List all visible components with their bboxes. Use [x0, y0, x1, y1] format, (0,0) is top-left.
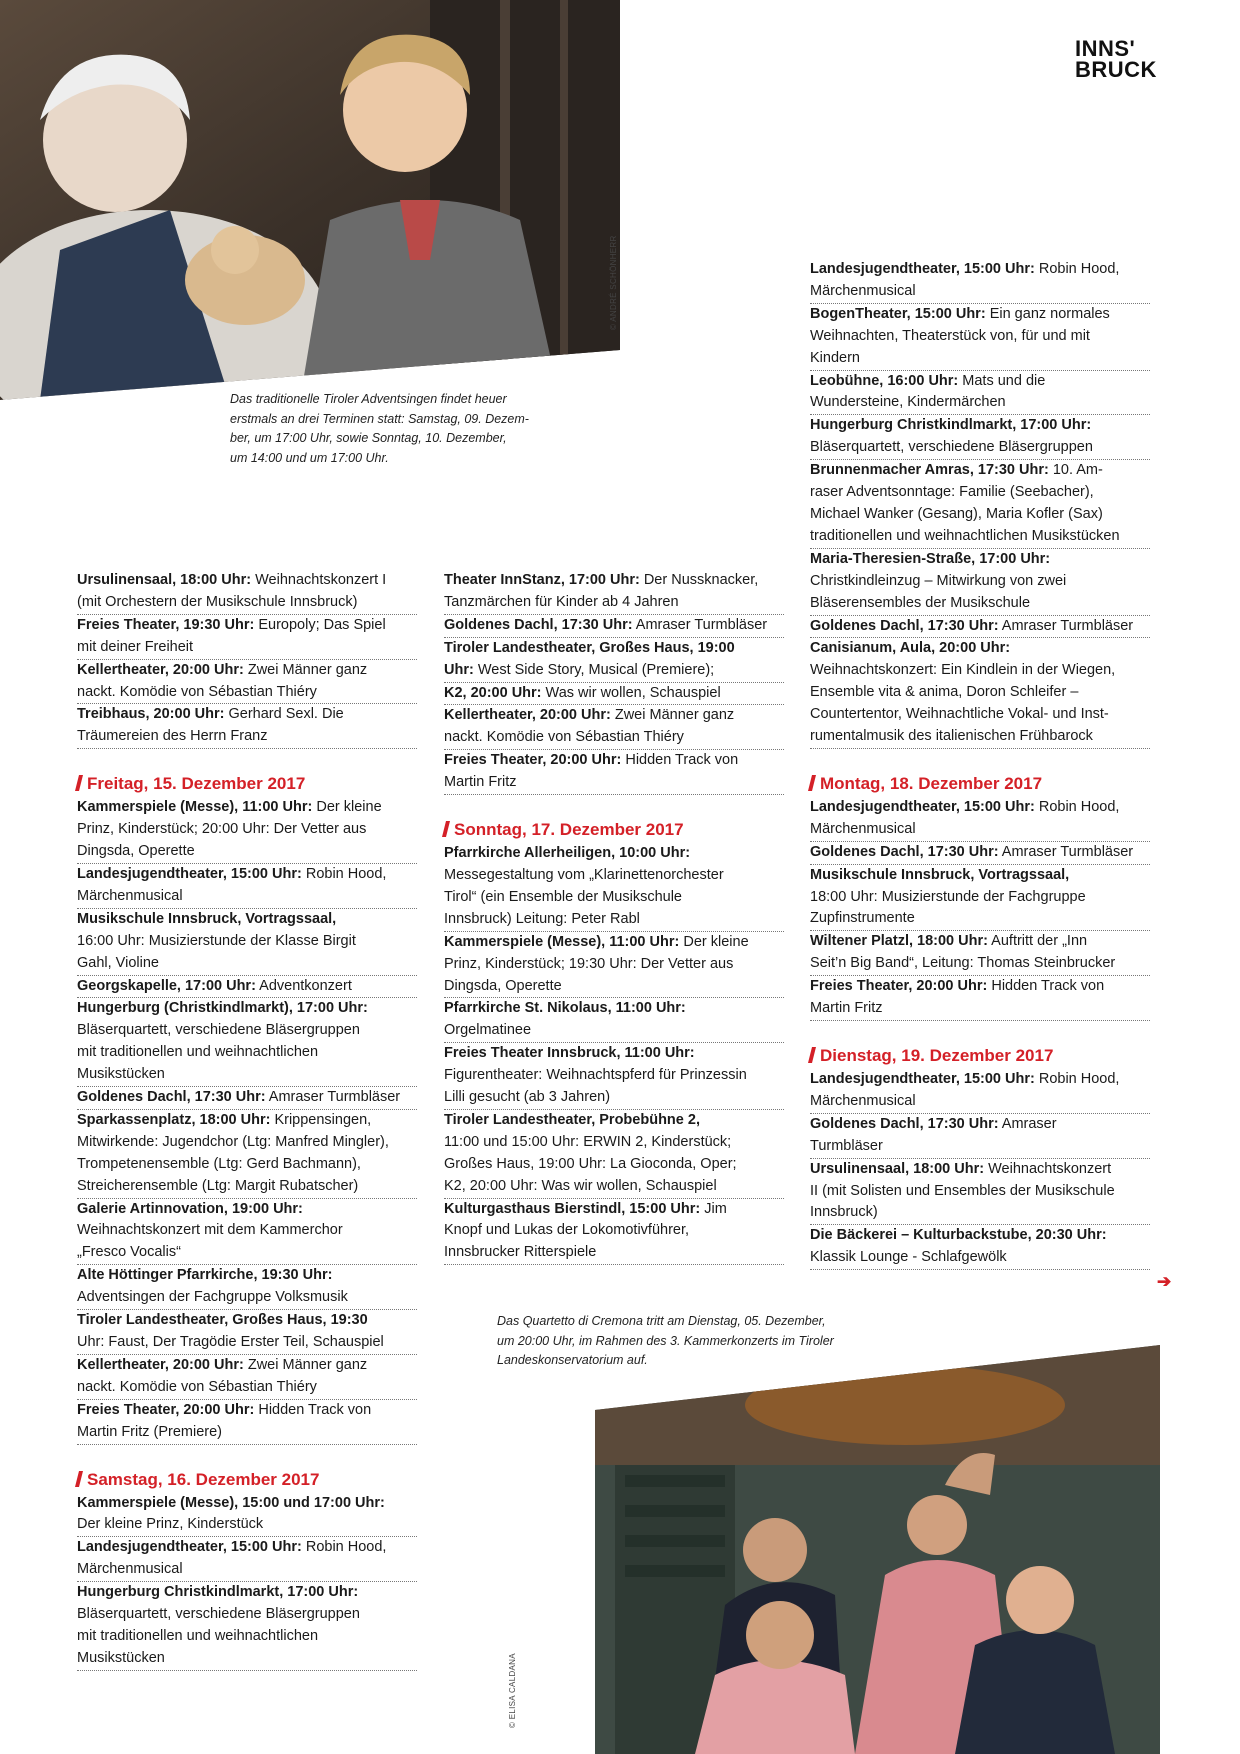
caption-line: Das Quartetto di Cremona tritt am Dienstag, 05. Dezember,: [497, 1314, 826, 1328]
event-line: Zupfinstrumente: [810, 910, 915, 927]
event-line: Goldenes Dachl, 17:30 Uhr: Amraser Turmbläser: [810, 617, 1134, 634]
event-line: Martin Fritz (Premiere): [77, 1423, 223, 1440]
event-line: Tiroler Landestheater, Probebühne 2,: [444, 1111, 700, 1128]
event-line: Märchenmusical: [77, 1561, 183, 1578]
event-line: Treibhaus, 20:00 Uhr: Gerhard Sexl. Die: [77, 706, 344, 723]
event-line: Kammerspiele (Messe), 11:00 Uhr: Der kleine: [77, 799, 382, 816]
event-entry: [810, 1159, 1150, 1226]
event-entry: [810, 259, 1150, 304]
event-line: mit traditionellen und weihnachtlichen: [77, 1044, 319, 1061]
event-line: Alte Höttinger Pfarrkirche, 19:30 Uhr:: [77, 1267, 333, 1284]
event-column-3: [810, 259, 1150, 1270]
event-entry: [77, 909, 417, 976]
event-line: Freies Theater, 19:30 Uhr: Europoly; Das Spiel: [77, 616, 386, 633]
event-line: Dingsda, Operette: [444, 977, 562, 994]
event-line: Kulturgasthaus Bierstindl, 15:00 Uhr: Jim: [444, 1200, 727, 1217]
event-line: Hungerburg Christkindlmarkt, 17:00 Uhr:: [77, 1584, 359, 1601]
event-line: Märchenmusical: [810, 820, 916, 837]
innsbruck-logo: [1075, 38, 1165, 80]
event-line: nackt. Komödie von Sébastian Thiéry: [444, 729, 684, 746]
photo2-credit: © ELISA CALDANA: [508, 1653, 517, 1728]
event-entry: [444, 570, 784, 615]
event-line: Kellertheater, 20:00 Uhr: Zwei Männer ganz: [77, 661, 368, 678]
event-line: Georgskapelle, 17:00 Uhr: Adventkonzert: [77, 977, 352, 994]
event-line: raser Adventsonntage: Familie (Seebacher),: [810, 484, 1094, 501]
event-line: Adventsingen der Fachgruppe Volksmusik: [77, 1289, 348, 1306]
event-line: Kammerspiele (Messe), 11:00 Uhr: Der kleine: [444, 933, 749, 950]
event-line: Bläserquartett, verschiedene Bläsergruppen: [77, 1022, 360, 1039]
event-line: Tiroler Landestheater, Großes Haus, 19:30: [77, 1312, 368, 1329]
event-entry: [77, 1265, 417, 1310]
event-line: K2, 20:00 Uhr: Was wir wollen, Schauspiel: [444, 684, 721, 701]
event-line: Pfarrkirche Allerheiligen, 10:00 Uhr:: [444, 845, 691, 862]
event-line: Prinz, Kinderstück; 20:00 Uhr: Der Vetter aus: [77, 821, 367, 838]
event-line: Klassik Lounge - Schlafgewölk: [810, 1249, 1007, 1266]
event-line: Christkindleinzug – Mitwirkung von zwei: [810, 572, 1067, 589]
event-line: Landesjugendtheater, 15:00 Uhr: Robin Hood,: [77, 865, 387, 882]
caption-line: um 20:00 Uhr, im Rahmen des 3. Kammerkonzerts im Tiroler: [497, 1333, 834, 1348]
event-line: Weihnachten, Theaterstück von, für und mit: [810, 327, 1090, 344]
event-line: Uhr: Faust, Der Tragödie Erster Teil, Schauspiel: [77, 1334, 384, 1350]
event-entry: [77, 615, 417, 660]
event-line: Michael Wanker (Gesang), Maria Kofler (Sax): [810, 505, 1103, 522]
event-line: Tanzmärchen für Kinder ab 4 Jahren: [444, 593, 679, 610]
day-marker-icon: [808, 775, 816, 791]
logo-line-1: INNS': [1075, 36, 1136, 61]
event-line: Leobühne, 16:00 Uhr: Mats und die: [810, 372, 1046, 389]
event-line: Landesjugendtheater, 15:00 Uhr: Robin Hood,: [77, 1539, 387, 1556]
event-line: Messegestaltung vom „Klarinettenorchester: [444, 866, 724, 883]
event-entry: [77, 797, 417, 864]
event-entry: [444, 705, 784, 750]
event-entry: [444, 998, 784, 1043]
event-line: Figurentheater: Weihnachtspferd für Prinzessin: [444, 1067, 747, 1084]
event-line: nackt. Komödie von Sébastian Thiéry: [77, 1378, 317, 1395]
event-entry: [77, 1355, 417, 1400]
photo-woodcarver: [0, 0, 620, 400]
event-line: Knopf und Lukas der Lokomotivführer,: [444, 1222, 690, 1239]
event-entry: [444, 843, 784, 932]
day-heading: [810, 772, 1150, 796]
event-line: Der kleine Prinz, Kinderstück: [77, 1516, 264, 1533]
day-heading-label: Sonntag, 17. Dezember 2017: [454, 820, 684, 840]
event-line: Lilli gesucht (ab 3 Jahren): [444, 1089, 611, 1106]
event-line: Gahl, Violine: [77, 954, 159, 971]
event-entry: [444, 615, 784, 638]
event-entry: [810, 797, 1150, 842]
event-line: BogenTheater, 15:00 Uhr: Ein ganz normales: [810, 305, 1110, 322]
event-entry: [77, 1110, 417, 1199]
event-entry: [810, 1225, 1150, 1270]
event-entry: [77, 1400, 417, 1445]
event-line: Streicherensemble (Ltg: Margit Rubatscher): [77, 1177, 359, 1194]
event-line: Goldenes Dachl, 17:30 Uhr: Amraser Turmbläser: [444, 616, 768, 633]
event-entry: [810, 976, 1150, 1021]
event-line: Kellertheater, 20:00 Uhr: Zwei Männer ganz: [77, 1356, 368, 1373]
event-line: Tiroler Landestheater, Großes Haus, 19:00: [444, 639, 735, 656]
event-line: 18:00 Uhr: Musizierstunde der Fachgruppe: [810, 888, 1086, 905]
event-line: Bläserquartett, verschiedene Bläsergruppen: [810, 439, 1093, 456]
event-entry: [810, 865, 1150, 932]
event-line: Countertentor, Weihnachtliche Vokal- und Inst-: [810, 706, 1109, 723]
event-line: Landesjugendtheater, 15:00 Uhr: Robin Hood,: [810, 1071, 1120, 1087]
event-entry: [444, 932, 784, 999]
event-entry: [444, 750, 784, 795]
event-line: Maria-Theresien-Straße, 17:00 Uhr:: [810, 550, 1051, 567]
event-entry: [77, 1087, 417, 1110]
day-heading-label: Freitag, 15. Dezember 2017: [87, 774, 306, 794]
event-entry: [77, 1310, 417, 1355]
day-marker-icon: [75, 775, 83, 791]
photo1-credit: © ANDRÉ SCHÖNHERR: [609, 235, 618, 330]
event-line: Uhr: West Side Story, Musical (Premiere);: [444, 661, 715, 678]
event-line: Hungerburg (Christkindlmarkt), 17:00 Uhr:: [77, 1000, 368, 1017]
event-entry: [77, 864, 417, 909]
event-line: Bläserquartett, verschiedene Bläsergruppen: [77, 1606, 360, 1623]
event-entry: [77, 1199, 417, 1266]
event-line: Musikschule Innsbruck, Vortragssaal,: [810, 866, 1070, 883]
event-line: Wundersteine, Kindermärchen: [810, 394, 1006, 411]
event-entry: [810, 371, 1150, 416]
event-line: Märchenmusical: [77, 887, 183, 904]
event-line: Ursulinensaal, 18:00 Uhr: Weihnachtskonzert: [810, 1160, 1112, 1177]
event-entry: [810, 304, 1150, 371]
event-line: Pfarrkirche St. Nikolaus, 11:00 Uhr:: [444, 1000, 686, 1017]
event-entry: [810, 931, 1150, 976]
event-line: Orgelmatinee: [444, 1022, 532, 1039]
event-line: Innsbrucker Ritterspiele: [444, 1244, 597, 1261]
event-line: 11:00 und 15:00 Uhr: ERWIN 2, Kinderstück;: [444, 1133, 732, 1150]
caption-line: erstmals an drei Terminen statt: Samstag, 09. Dezem-: [230, 411, 529, 426]
event-line: Die Bäckerei – Kulturbackstube, 20:30 Uhr:: [810, 1227, 1107, 1244]
event-entry: [77, 704, 417, 749]
event-entry: [444, 683, 784, 706]
day-heading: [810, 1044, 1150, 1068]
event-entry: [810, 460, 1150, 549]
event-line: Freies Theater, 20:00 Uhr: Hidden Track von: [77, 1401, 372, 1418]
event-line: Hungerburg Christkindlmarkt, 17:00 Uhr:: [810, 417, 1092, 434]
event-entry: [77, 1582, 417, 1671]
photo1-caption: [230, 390, 529, 468]
event-line: Dingsda, Operette: [77, 843, 195, 860]
event-entry: [444, 1199, 784, 1266]
event-entry: [444, 1043, 784, 1110]
event-line: Kammerspiele (Messe), 15:00 und 17:00 Uhr:: [77, 1494, 385, 1511]
day-heading: [444, 818, 784, 842]
event-entry: [810, 1069, 1150, 1114]
event-line: Sparkassenplatz, 18:00 Uhr: Krippensingen,: [77, 1111, 372, 1128]
day-heading-label: Dienstag, 19. Dezember 2017: [820, 1046, 1054, 1065]
event-line: Weihnachtskonzert mit dem Kammerchor: [77, 1222, 343, 1239]
event-line: Landesjugendtheater, 15:00 Uhr: Robin Hood,: [810, 261, 1120, 277]
event-line: Goldenes Dachl, 17:30 Uhr: Amraser Turmbläser: [77, 1089, 401, 1106]
photo-quartet: [595, 1345, 1160, 1754]
logo-line-2: BRUCK: [1075, 57, 1157, 82]
event-line: Goldenes Dachl, 17:30 Uhr: Amraser: [810, 1115, 1057, 1132]
event-line: Großes Haus, 19:00 Uhr: La Gioconda, Oper;: [444, 1155, 737, 1172]
event-line: Innsbruck) Leitung: Peter Rabl: [444, 910, 640, 927]
event-line: Tirol“ (ein Ensemble der Musikschule: [444, 888, 682, 905]
event-entry: [810, 1114, 1150, 1159]
event-line: Freies Theater Innsbruck, 11:00 Uhr:: [444, 1045, 695, 1062]
event-line: Träumereien des Herrn Franz: [77, 728, 268, 745]
event-entry: [810, 415, 1150, 460]
event-line: rumentalmusik des italienischen Frühbarock: [810, 728, 1093, 745]
event-line: „Fresco Vocalis“: [77, 1244, 181, 1261]
event-line: Seit’n Big Band“, Leitung: Thomas Steinbrucker: [810, 955, 1116, 972]
event-column-2: [444, 570, 784, 1265]
caption-line: um 14:00 und um 17:00 Uhr.: [230, 450, 389, 465]
event-line: Galerie Artinnovation, 19:00 Uhr:: [77, 1200, 303, 1217]
event-line: (mit Orchestern der Musikschule Innsbruck): [77, 593, 358, 610]
event-line: Weihnachtskonzert: Ein Kindlein in der Wiegen,: [810, 662, 1116, 679]
event-entry: [77, 1493, 417, 1538]
day-heading-label: Samstag, 16. Dezember 2017: [87, 1469, 320, 1489]
event-line: Mitwirkende: Jugendchor (Ltg: Manfred Mingler),: [77, 1133, 389, 1150]
day-heading-label: Montag, 18. Dezember 2017: [820, 773, 1043, 793]
event-line: Theater InnStanz, 17:00 Uhr: Der Nussknacker,: [444, 572, 759, 588]
event-line: Brunnenmacher Amras, 17:30 Uhr: 10. Am-: [810, 462, 1103, 479]
event-line: Ursulinensaal, 18:00 Uhr: Weihnachtskonzert I: [77, 572, 387, 588]
event-line: Goldenes Dachl, 17:30 Uhr: Amraser Turmbläser: [810, 843, 1134, 860]
event-entry: [444, 638, 784, 683]
event-entry: [77, 660, 417, 705]
event-line: Prinz, Kinderstück; 19:30 Uhr: Der Vetter aus: [444, 955, 734, 972]
event-line: Landesjugendtheater, 15:00 Uhr: Robin Hood,: [810, 798, 1120, 815]
event-line: Musikschule Innsbruck, Vortragssaal,: [77, 910, 337, 927]
event-line: Freies Theater, 20:00 Uhr: Hidden Track von: [810, 978, 1105, 995]
caption-line: Das traditionelle Tiroler Adventsingen findet heuer: [230, 392, 507, 406]
day-marker-icon: [442, 821, 450, 837]
event-line: Musikstücken: [77, 1649, 165, 1666]
event-line: Wiltener Platzl, 18:00 Uhr: Auftritt der „Inn: [810, 933, 1088, 950]
day-heading: [77, 1468, 417, 1492]
event-line: Märchenmusical: [810, 282, 916, 299]
event-line: mit deiner Freiheit: [77, 638, 194, 655]
event-line: Bläserensembles der Musikschule: [810, 594, 1031, 611]
event-line: Märchenmusical: [810, 1092, 916, 1109]
event-entry: [810, 842, 1150, 865]
day-marker-icon: [808, 1047, 816, 1063]
continue-arrow-icon: ➔: [1157, 1272, 1172, 1291]
event-line: Kellertheater, 20:00 Uhr: Zwei Männer ganz: [444, 707, 735, 724]
caption-line: ber, um 17:00 Uhr, sowie Sonntag, 10. Dezember,: [230, 431, 507, 445]
event-line: Martin Fritz: [444, 774, 517, 791]
event-line: nackt. Komödie von Sébastian Thiéry: [77, 683, 317, 700]
event-column-1: [77, 570, 417, 1671]
caption-line: Landeskonservatorium auf.: [497, 1353, 648, 1367]
event-line: Freies Theater, 20:00 Uhr: Hidden Track von: [444, 752, 739, 769]
event-entry: [77, 998, 417, 1087]
event-line: traditionellen und weihnachtlichen Musikstücken: [810, 527, 1120, 544]
event-line: Ensemble vita & anima, Doron Schleifer –: [810, 684, 1079, 701]
event-entry: [810, 638, 1150, 749]
event-line: Turmbläser: [810, 1137, 883, 1154]
event-line: mit traditionellen und weihnachtlichen: [77, 1627, 319, 1644]
day-heading: [77, 772, 417, 796]
day-marker-icon: [75, 1471, 83, 1487]
event-line: Canisianum, Aula, 20:00 Uhr:: [810, 640, 1011, 657]
event-line: Kindern: [810, 349, 860, 366]
event-line: Trompetenensemble (Ltg: Gerd Bachmann),: [77, 1155, 361, 1172]
event-line: Innsbruck): [810, 1204, 878, 1221]
event-line: K2, 20:00 Uhr: Was wir wollen, Schauspiel: [444, 1177, 717, 1194]
event-line: 16:00 Uhr: Musizierstunde der Klasse Birgit: [77, 932, 356, 949]
event-entry: [810, 616, 1150, 639]
event-entry: [77, 1537, 417, 1582]
event-entry: [77, 570, 417, 615]
event-line: Musikstücken: [77, 1066, 165, 1083]
event-line: II (mit Solisten und Ensembles der Musikschule: [810, 1182, 1115, 1199]
event-entry: [77, 976, 417, 999]
event-entry: [444, 1110, 784, 1199]
event-line: Martin Fritz: [810, 1000, 883, 1017]
event-entry: [810, 549, 1150, 616]
